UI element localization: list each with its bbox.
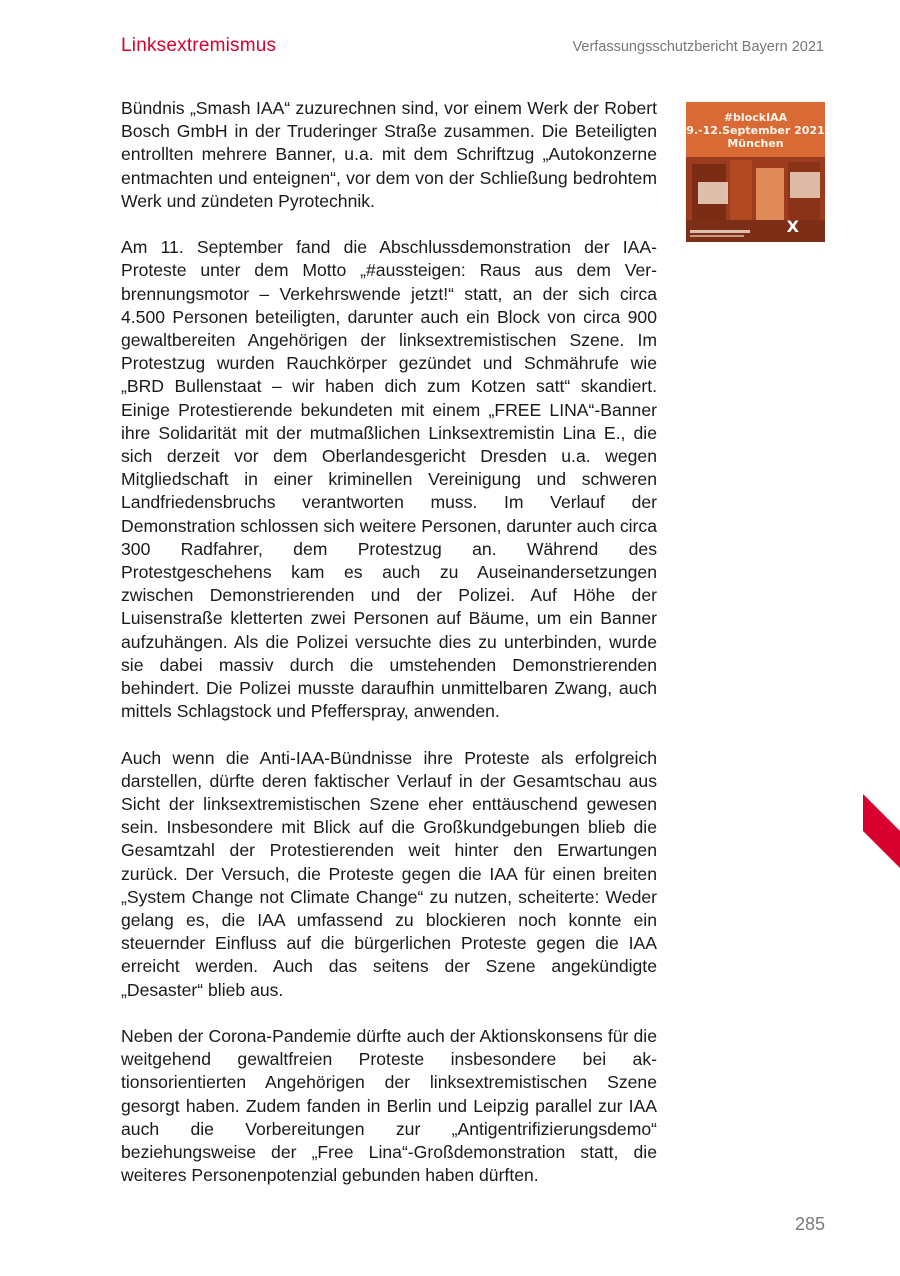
poster-caption bbox=[686, 111, 825, 150]
poster-hashtag: #blockIAA bbox=[723, 111, 788, 124]
paragraph-2: Am 11. September fand die Abschlussdemonstration der IAA-Proteste unter dem Motto „#aussteigen: Raus aus dem Verbrennungsmotor – Verkehrswende jetzt!“ statt, an der sich circa 4.500 Personen beteiligten, darunter auch ein Block von circa 900 gewaltbereiten Angehörigen der linksextremistischen Szene. Im Protestzug wurden Rauchkörper gezündet und Schmährufe wie „BRD Bullenstaat – wir haben dich zum Kotzen satt“ skandiert. Einige Protestierende bekundeten mit einem „FREE LINA“-Banner ihre Solidarität mit der mutmaßlichen Linksextremistin Lina E., die sich derzeit vor dem Oberlandesgericht Dresden u.a. wegen Mitgliedschaft in einer kriminellen Vereinigung und schweren Landfriedensbruchs verantworten muss. Im Verlauf der Demonstration schlossen sich weitere Personen, darunter auch circa 300 Radfahrer, dem Protestzug an. Während des Protestgeschehens kam es auch zu Auseinandersetzungen zwischen Demonstrierenden und der Polizei. Auf Höhe der Luisenstraße kletterten zwei Personen auf Bäume, um ein Banner aufzuhängen. Als die Polizei versuchte dies zu unterbinden, wurde sie dabei massiv durch die umstehenden Demonstrierenden behindert. Die Polizei musste daraufhin unmittelbaren Zwang, auch mittels Schlagstock und Pfefferspray, anwenden. bbox=[121, 237, 657, 722]
chapter-tab-marker bbox=[863, 794, 900, 868]
poster-x-mark: X bbox=[786, 217, 799, 236]
section-title: Linksextremismus bbox=[121, 35, 277, 56]
publication-title: Verfassungsschutzbericht Bayern 2021 bbox=[572, 39, 824, 55]
paragraph-3: Auch wenn die Anti-IAA-Bündnisse ihre Proteste als erfolgreich darstellen, dürfte deren faktischer Verlauf in der Gesamtschau aus Sicht der linksextremistischen Szene eher enttäuschend gewesen sein. Insbesondere mit Blick auf die Großkundgebungen blieb die Gesamtzahl der Protestierenden weit hinter den Erwartungen zurück. Der Versuch, die Proteste gegen die IAA für einen breiten „System Change not Climate Change“ zu nutzen, scheiterte: Weder gelang es, die IAA umfassend zu blockieren noch konnte ein steuernder Einfluss auf die bürgerlichen Proteste gegen die IAA erreicht werden. Auch das seitens der Szene angekündigte „Desaster“ blieb aus. bbox=[121, 747, 657, 1000]
poster-city: München bbox=[727, 137, 784, 150]
paragraph-4: Neben der Corona-Pandemie dürfte auch der Aktionskonsens für die weitgehend gewaltfreien Proteste insbesondere bei aktionsorientierten Angehörigen der linksextremistischen Szene gesorgt haben. Zudem fanden in Berlin und Leipzig parallel zur IAA auch die Vorbereitungen zur „Antigentrifizierungsdemo“ beziehungsweise der „Free Lina“-Großdemonstration statt, die weiteres Personenpotenzial gebunden haben dürften. bbox=[121, 1026, 657, 1186]
page-number: 285 bbox=[794, 1214, 825, 1234]
paragraph-1: Bündnis „Smash IAA“ zuzurechnen sind, vor einem Werk der Robert Bosch GmbH in der Truderinger Straße zusammen. Die Beteiligten entrollten mehrere Banner, u.a. mit dem Schriftzug „Autokonzerne entmachten und enteignen“, vor dem von der Schließung bedrohtem Werk und zündeten Pyrotechnik. bbox=[121, 98, 657, 211]
block-iaa-poster-image bbox=[686, 102, 825, 242]
poster-dates: 9.-12.September 2021 bbox=[686, 124, 825, 137]
body-text bbox=[121, 97, 657, 1211]
